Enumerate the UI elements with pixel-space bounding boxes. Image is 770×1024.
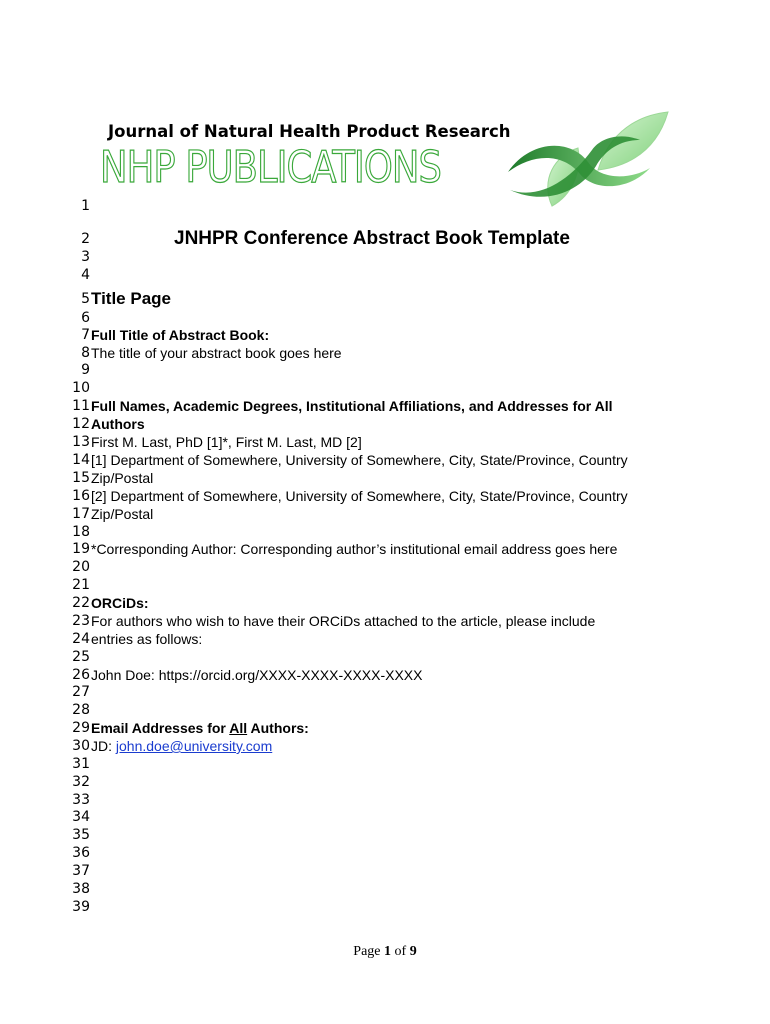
affiliation-1-cont: Zip/Postal	[91, 470, 154, 486]
line-number: 5	[81, 291, 90, 307]
line-number: 29	[72, 720, 90, 736]
email-label	[91, 720, 309, 737]
line-number: 6	[81, 310, 90, 326]
affiliation-2: [2] Department of Somewhere, University of Somewhere, City, State/Province, Country	[91, 488, 628, 504]
line-number: 20	[72, 559, 90, 575]
line-number: 13	[72, 434, 90, 450]
page-word: Page	[353, 944, 381, 959]
line-number: 30	[72, 738, 90, 754]
authors-label-cont: Authors	[91, 416, 145, 432]
document-title: JNHPR Conference Abstract Book Template	[174, 228, 570, 249]
total-pages: 9	[409, 944, 417, 959]
line-number: 36	[72, 845, 90, 861]
corresponding-author: *Corresponding Author: Corresponding author’s institutional email address goes here	[91, 541, 618, 557]
line-number: 32	[72, 774, 90, 790]
line-number: 19	[72, 541, 90, 557]
affiliation-1: [1] Department of Somewhere, University of Somewhere, City, State/Province, Country	[91, 452, 628, 468]
email-label-post: Authors:	[247, 720, 309, 736]
publisher-wordmark: NHP PUBLICATIONS	[100, 142, 441, 193]
line-number: 18	[72, 524, 90, 540]
orcid-example: John Doe: https://orcid.org/XXXX-XXXX-XXXX-XXXX	[91, 667, 423, 683]
line-number: 25	[72, 649, 90, 665]
author-names: First M. Last, PhD [1]*, First M. Last, MD [2]	[91, 434, 362, 450]
full-title-text: The title of your abstract book goes here	[91, 345, 342, 361]
line-number: 3	[81, 249, 90, 265]
orcid-instructions: For authors who wish to have their ORCiDs attached to the article, please include	[91, 613, 596, 629]
email-line	[91, 738, 272, 755]
line-number: 22	[72, 595, 90, 611]
orcid-label: ORCiDs:	[91, 595, 149, 611]
journal-logo	[100, 118, 670, 218]
line-number: 1	[81, 198, 90, 214]
page-footer	[0, 944, 770, 960]
line-number: 11	[72, 398, 90, 414]
line-number: 8	[81, 345, 90, 361]
email-label-underlined: All	[229, 720, 248, 736]
email-prefix: JD:	[91, 738, 116, 754]
line-number: 10	[72, 380, 90, 396]
line-number: 33	[72, 792, 90, 808]
line-number: 15	[72, 470, 90, 486]
line-number: 14	[72, 452, 90, 468]
line-number: 39	[72, 899, 90, 915]
line-number: 38	[72, 881, 90, 897]
line-number: 28	[72, 702, 90, 718]
section-title: Title Page	[91, 289, 171, 308]
line-number: 37	[72, 863, 90, 879]
email-link[interactable]: john.doe@university.com	[115, 738, 273, 754]
email-label-pre: Email Addresses for	[91, 720, 230, 736]
line-number: 31	[72, 756, 90, 772]
full-title-label: Full Title of Abstract Book:	[91, 327, 270, 343]
line-number: 17	[72, 506, 90, 522]
line-number: 16	[72, 488, 90, 504]
line-number: 2	[81, 231, 90, 247]
of-word: of	[394, 944, 407, 959]
line-number: 7	[81, 327, 90, 343]
leaf-logo-icon	[500, 110, 670, 210]
orcid-instructions-cont: entries as follows:	[91, 631, 203, 647]
affiliation-2-cont: Zip/Postal	[91, 506, 154, 522]
line-number: 21	[72, 577, 90, 593]
line-number: 23	[72, 613, 90, 629]
line-number: 12	[72, 416, 90, 432]
line-number: 34	[72, 809, 90, 825]
line-number: 4	[81, 267, 90, 283]
line-number: 24	[72, 631, 90, 647]
authors-label: Full Names, Academic Degrees, Institutional Affiliations, and Addresses for All	[91, 398, 613, 414]
current-page: 1	[384, 944, 392, 959]
line-number: 35	[72, 827, 90, 843]
line-number: 27	[72, 684, 90, 700]
line-number: 9	[81, 362, 90, 378]
line-number: 26	[72, 667, 90, 683]
journal-name: Journal of Natural Health Product Research	[108, 122, 511, 141]
